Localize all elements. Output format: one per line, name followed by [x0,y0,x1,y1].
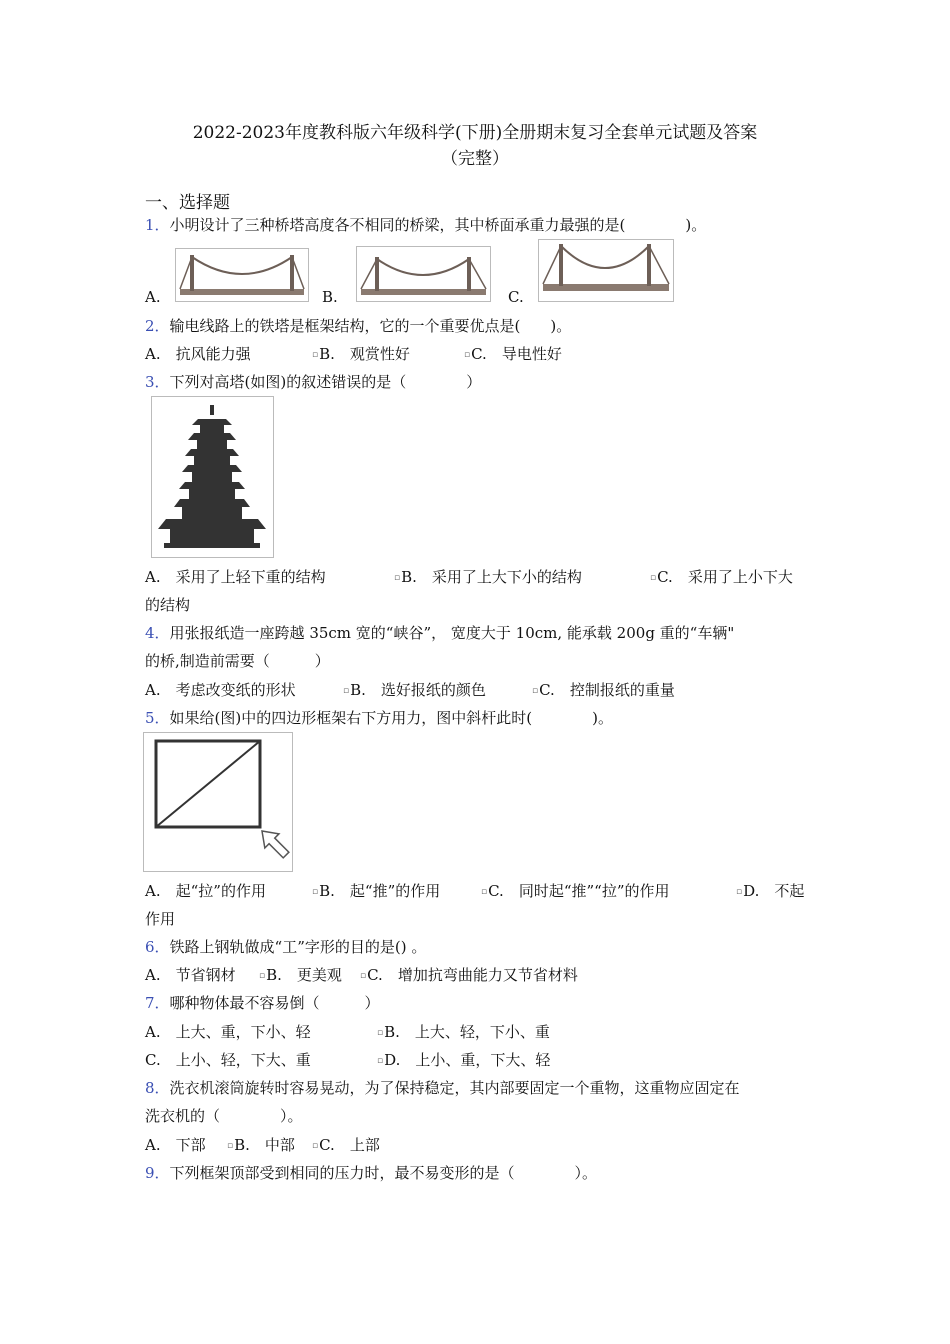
question-text: 铁路上钢轨做成“工”字形的目的是() 。 [169,938,427,956]
question-4 [145,622,734,643]
quadrilateral-frame-icon [144,733,292,871]
question-5 [145,707,613,728]
question-number: 2． [145,317,170,335]
option-c: ▫C. 同时起“推”“拉”的作用 [481,882,670,900]
option-c: ▫C. 上部 [312,1136,380,1154]
question-number: 4． [145,624,170,642]
option-marker-icon: ▫ [481,887,488,897]
question-number: 1． [145,216,170,234]
option-c: ▫C. 导电性好 [464,345,562,363]
option-marker-icon: ▫ [259,971,266,981]
question-8 [145,1077,740,1098]
option-b: ▫B. 上大、轻，下小、重 [377,1023,550,1041]
option-continuation: 的结构 [145,596,191,614]
suspension-bridge-icon [357,247,490,301]
option-c: ▫C. 控制报纸的重量 [532,681,675,699]
option-marker-icon: ▫ [312,1141,319,1151]
question-1 [145,214,706,235]
option-marker-icon: ▫ [377,1056,384,1066]
option-b: ▫B. 采用了上大下小的结构 [394,568,582,586]
suspension-bridge-icon [176,249,308,301]
option-b: ▫B. 起“推”的作用 [312,882,441,900]
question-continuation: 洗衣机的（ ）。 [145,1107,303,1125]
option-c: C. 上小、轻，下大、重 [145,1051,311,1069]
option-c: ▫C. 增加抗弯曲能力又节省材料 [360,966,578,984]
question-number: 5． [145,709,170,727]
question-text: 哪种物体最不容易倒（ ） [169,994,380,1012]
option-d: ▫D. 不起 [736,882,805,900]
option-marker-icon: ▫ [650,573,657,583]
question-text: 如果给(图)中的四边形框架右下方用力，图中斜杆此时( )。 [169,709,613,727]
bridge-a-image [175,248,309,302]
option-a: A. 上大、重，下小、轻 [145,1023,311,1041]
question-number: 3． [145,373,170,391]
option-c: C. [508,288,524,306]
option-marker-icon: ▫ [227,1141,234,1151]
bridge-b-image [356,246,491,302]
option-b: ▫B. 中部 [227,1136,295,1154]
question-text: 小明设计了三种桥塔高度各不相同的桥梁，其中桥面承重力最强的是( )。 [169,216,707,234]
pagoda-icon [152,397,273,557]
question-2 [145,315,571,336]
option-a: A. 抗风能力强 [145,345,251,363]
option-marker-icon: ▫ [532,686,539,696]
frame-image [143,732,293,872]
option-a: A. [145,288,161,306]
question-3 [145,371,481,392]
option-b: B. [322,288,338,306]
option-a: A. 起“拉”的作用 [145,882,266,900]
option-d: ▫D. 上小、重，下大、轻 [377,1051,551,1069]
pagoda-image [151,396,274,558]
question-number: 8． [145,1079,170,1097]
option-marker-icon: ▫ [343,686,350,696]
document-subtitle: （完整） [441,149,509,169]
option-b: ▫B. 选好报纸的颜色 [343,681,486,699]
option-marker-icon: ▫ [377,1028,384,1038]
question-text: 用张报纸造一座跨越 35cm 宽的“峡谷”， 宽度大于 10cm, 能承载 200g 重的“车辆" [169,624,735,642]
option-a: A. 节省钢材 [145,966,236,984]
question-text: 输电线路上的铁塔是框架结构，它的一个重要优点是( )。 [169,317,572,335]
document-title: 2022-2023年度教科版六年级科学(下册)全册期末复习全套单元试题及答案 [192,123,758,143]
option-marker-icon: ▫ [360,971,367,981]
question-text: 洗衣机滚筒旋转时容易晃动，为了保持稳定，其内部要固定一个重物，这重物应固定在 [169,1079,740,1097]
option-marker-icon: ▫ [736,887,743,897]
question-text: 下列框架顶部受到相同的压力时，最不易变形的是（ ）。 [169,1164,598,1182]
option-continuation: 作用 [145,910,176,928]
option-marker-icon: ▫ [394,573,401,583]
question-number: 7． [145,994,170,1012]
option-marker-icon: ▫ [312,350,319,360]
question-7 [145,992,380,1013]
question-9 [145,1162,597,1183]
option-a: A. 采用了上轻下重的结构 [145,568,326,586]
option-a: A. 考虑改变纸的形状 [145,681,296,699]
option-b: ▫B. 更美观 [259,966,342,984]
option-c: ▫C. 采用了上小下大 [650,568,793,586]
question-continuation: 的桥,制造前需要（ ） [145,652,330,670]
question-number: 9． [145,1164,170,1182]
suspension-bridge-icon [539,240,673,301]
bridge-c-image [538,239,674,302]
option-marker-icon: ▫ [312,887,319,897]
option-b: ▫B. 观赏性好 [312,345,410,363]
option-a: A. 下部 [145,1136,206,1154]
question-number: 6． [145,938,170,956]
question-text: 下列对高塔(如图)的叙述错误的是（ ） [169,373,482,391]
option-marker-icon: ▫ [464,350,471,360]
section-heading: 一、选择题 [145,193,230,213]
question-6 [145,936,426,957]
